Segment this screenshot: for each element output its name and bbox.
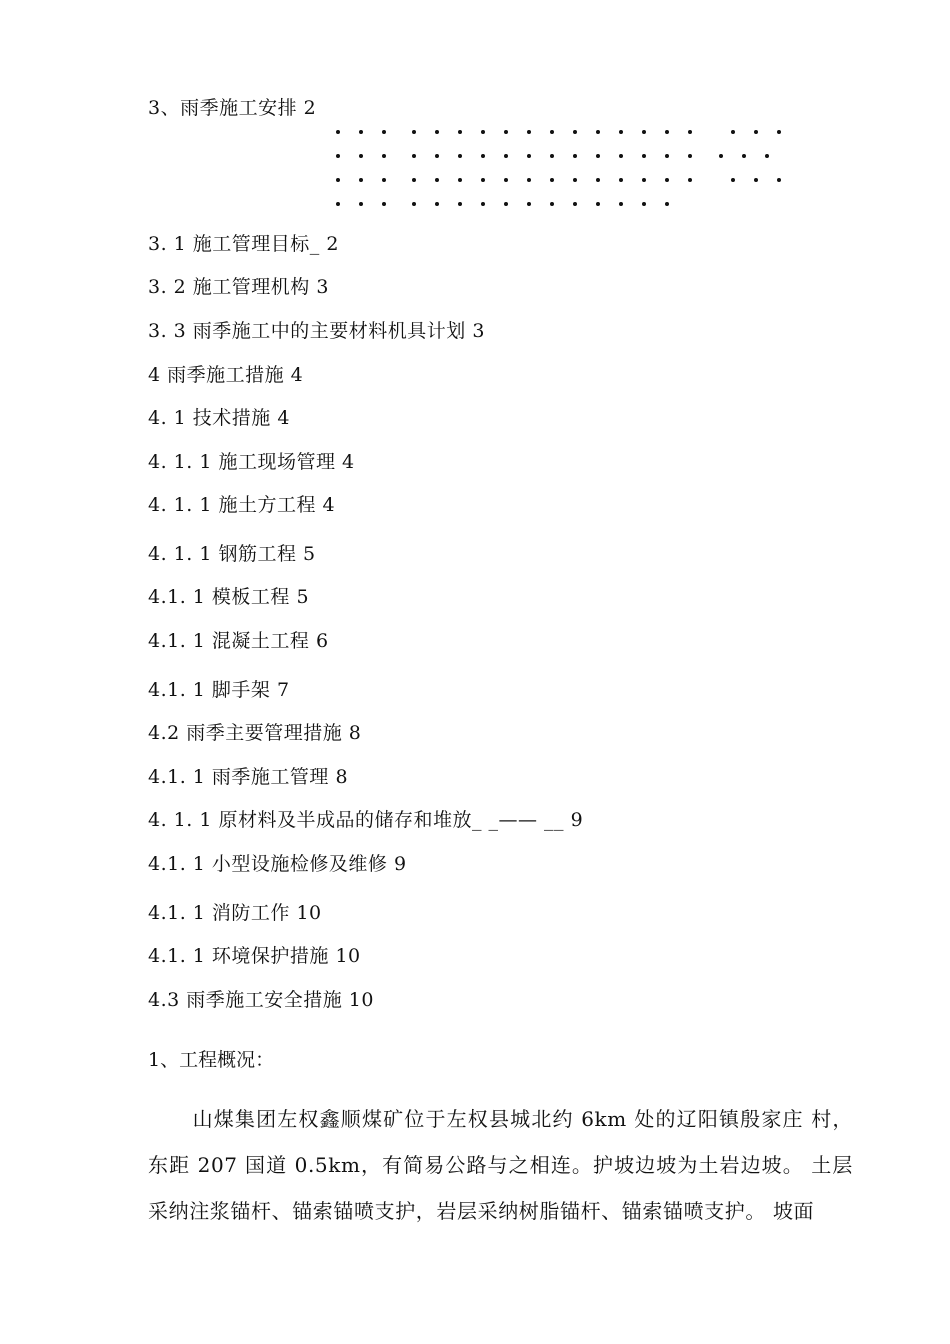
leader-dot bbox=[382, 178, 386, 182]
dot-leader-row bbox=[336, 148, 796, 172]
leader-dot bbox=[719, 154, 723, 158]
leader-dot bbox=[458, 178, 462, 182]
section-heading: 1、工程概况： bbox=[148, 1049, 275, 1071]
leader-dot bbox=[550, 154, 554, 158]
leader-dot bbox=[504, 154, 508, 158]
leader-dot bbox=[359, 202, 363, 206]
leader-dot bbox=[596, 130, 600, 134]
leader-dot bbox=[382, 202, 386, 206]
leader-dot bbox=[336, 130, 340, 134]
toc-entry: 3. 1 施工管理目标_ 2 bbox=[148, 233, 339, 255]
toc-entry: 4.1. 1 混凝土工程 6 bbox=[148, 630, 329, 652]
leader-dot bbox=[573, 130, 577, 134]
leader-dot bbox=[642, 202, 646, 206]
leader-dot bbox=[481, 154, 485, 158]
leader-dot bbox=[458, 202, 462, 206]
leader-dot bbox=[596, 202, 600, 206]
dot-leader-block bbox=[336, 124, 796, 220]
leader-dot bbox=[573, 154, 577, 158]
leader-dot bbox=[642, 154, 646, 158]
toc-entry: 3、雨季施工安排 2 bbox=[148, 97, 317, 119]
leader-dot bbox=[665, 178, 669, 182]
body-paragraph bbox=[148, 1096, 853, 1234]
leader-dot bbox=[435, 202, 439, 206]
leader-dot bbox=[435, 154, 439, 158]
leader-dot bbox=[619, 130, 623, 134]
leader-dot bbox=[458, 154, 462, 158]
leader-dot bbox=[336, 202, 340, 206]
leader-dot bbox=[754, 178, 758, 182]
leader-dot bbox=[665, 130, 669, 134]
toc-entry: 4. 1. 1 原材料及半成品的储存和堆放_ _—— __ 9 bbox=[148, 809, 584, 831]
leader-dot bbox=[481, 202, 485, 206]
leader-dot bbox=[573, 202, 577, 206]
leader-dot bbox=[665, 202, 669, 206]
leader-dot bbox=[688, 130, 692, 134]
leader-dot bbox=[642, 130, 646, 134]
leader-dot bbox=[550, 178, 554, 182]
leader-dot bbox=[527, 130, 531, 134]
leader-dot bbox=[382, 154, 386, 158]
dot-leader-row bbox=[336, 196, 796, 220]
leader-dot bbox=[619, 154, 623, 158]
leader-dot bbox=[412, 130, 416, 134]
leader-dot bbox=[527, 202, 531, 206]
leader-dot bbox=[336, 178, 340, 182]
leader-dot bbox=[504, 202, 508, 206]
leader-dot bbox=[481, 178, 485, 182]
toc-entry: 4.3 雨季施工安全措施 10 bbox=[148, 989, 374, 1011]
leader-dot bbox=[742, 154, 746, 158]
paragraph-text: 山煤集团左权鑫顺煤矿位于左权县城北约 6km 处的辽阳镇殷家庄 村，东距 207 国道 0.5km，有简易公路与之相连。护坡边坡为土岩边坡。 土层采纳注浆锚杆、锚索锚喷支护，岩层采纳树脂锚杆、锚索锚喷支护。 坡面 bbox=[148, 1107, 853, 1223]
leader-dot bbox=[765, 154, 769, 158]
leader-dot bbox=[412, 154, 416, 158]
toc-entry: 3. 3 雨季施工中的主要材料机具计划 3 bbox=[148, 320, 485, 342]
leader-dot bbox=[777, 178, 781, 182]
leader-dot bbox=[527, 154, 531, 158]
leader-dot bbox=[481, 130, 485, 134]
toc-entry: 4. 1. 1 钢筋工程 5 bbox=[148, 543, 316, 565]
leader-dot bbox=[754, 130, 758, 134]
toc-entry: 3. 2 施工管理机构 3 bbox=[148, 276, 329, 298]
toc-entry: 4. 1. 1 施工现场管理 4 bbox=[148, 451, 355, 473]
leader-dot bbox=[596, 178, 600, 182]
toc-entry: 4 雨季施工措施 4 bbox=[148, 364, 304, 386]
toc-entry: 4. 1 技术措施 4 bbox=[148, 407, 290, 429]
toc-entry: 4.1. 1 脚手架 7 bbox=[148, 679, 290, 701]
leader-dot bbox=[435, 178, 439, 182]
leader-dot bbox=[596, 154, 600, 158]
leader-dot bbox=[777, 130, 781, 134]
leader-dot bbox=[359, 178, 363, 182]
leader-dot bbox=[527, 178, 531, 182]
leader-dot bbox=[731, 178, 735, 182]
toc-entry: 4.1. 1 环境保护措施 10 bbox=[148, 945, 361, 967]
toc-entry: 4.1. 1 消防工作 10 bbox=[148, 902, 322, 924]
toc-entry: 4.2 雨季主要管理措施 8 bbox=[148, 722, 362, 744]
leader-dot bbox=[412, 178, 416, 182]
leader-dot bbox=[336, 154, 340, 158]
leader-dot bbox=[642, 178, 646, 182]
dot-leader-row bbox=[336, 172, 796, 196]
leader-dot bbox=[665, 154, 669, 158]
leader-dot bbox=[573, 178, 577, 182]
leader-dot bbox=[458, 130, 462, 134]
leader-dot bbox=[359, 130, 363, 134]
leader-dot bbox=[688, 154, 692, 158]
leader-dot bbox=[359, 154, 363, 158]
leader-dot bbox=[435, 130, 439, 134]
toc-entry: 4.1. 1 小型设施检修及维修 9 bbox=[148, 853, 407, 875]
leader-dot bbox=[550, 202, 554, 206]
leader-dot bbox=[382, 130, 386, 134]
leader-dot bbox=[731, 130, 735, 134]
leader-dot bbox=[688, 178, 692, 182]
leader-dot bbox=[619, 178, 623, 182]
leader-dot bbox=[504, 178, 508, 182]
toc-entry: 4.1. 1 模板工程 5 bbox=[148, 586, 310, 608]
toc-entry: 4.1. 1 雨季施工管理 8 bbox=[148, 766, 349, 788]
toc-entry: 4. 1. 1 施土方工程 4 bbox=[148, 494, 336, 516]
dot-leader-row bbox=[336, 124, 796, 148]
leader-dot bbox=[550, 130, 554, 134]
leader-dot bbox=[504, 130, 508, 134]
leader-dot bbox=[412, 202, 416, 206]
leader-dot bbox=[619, 202, 623, 206]
